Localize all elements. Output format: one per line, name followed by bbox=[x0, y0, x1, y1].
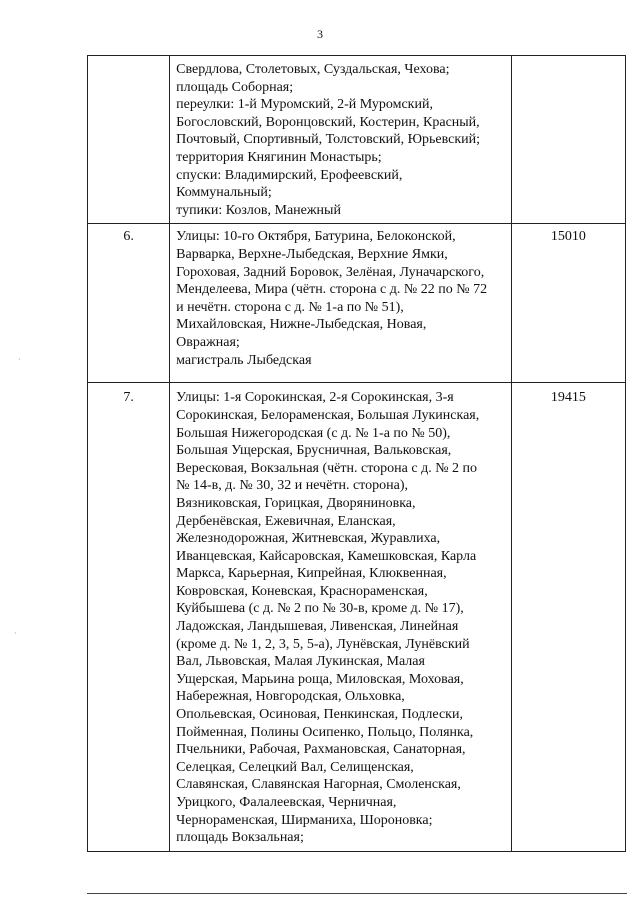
street-list-line: Славянская, Славянская Нагорная, Смоленская, bbox=[176, 777, 461, 793]
street-list-line: Урицкого, Фалалеевская, Черничная, bbox=[176, 795, 397, 810]
address-table bbox=[87, 55, 626, 852]
street-list-line: Опольевская, Осиновая, Пенкинская, Подлески, bbox=[176, 707, 463, 723]
street-list-line: Овражная; bbox=[176, 334, 240, 350]
street-list-line: Куйбышева (с д. № 2 по № 30-в, кроме д. № 17), bbox=[176, 601, 464, 617]
street-list-line: (кроме д. № 1, 2, 3, 5, 5-а), Лунёвская, Лунёвский bbox=[176, 636, 470, 652]
street-list bbox=[170, 56, 512, 224]
street-list-line: Железнодорожная, Житневская, Журавлиха, bbox=[176, 531, 441, 547]
street-list-line: Гороховая, Задний Боровок, Зелёная, Луначарского, bbox=[176, 264, 485, 280]
row-code: 15010 bbox=[511, 224, 625, 383]
page-bottom-rule bbox=[87, 893, 627, 894]
street-list-line: и нечётн. сторона с д. № 1-а по № 51), bbox=[176, 299, 404, 315]
scan-speck: · bbox=[14, 629, 17, 638]
street-list-line: Дербенёвская, Ежевичная, Еланская, bbox=[176, 513, 396, 529]
street-list-line: Пчельники, Рабочая, Рахмановская, Санаторная, bbox=[176, 742, 466, 758]
row-number: 7. bbox=[88, 383, 170, 851]
table-row bbox=[88, 224, 626, 383]
row-code bbox=[511, 56, 625, 224]
street-list bbox=[170, 224, 512, 383]
table-row bbox=[88, 383, 626, 851]
street-list-line: Большая Нижегородская (с д. № 1-а по № 50), bbox=[176, 425, 451, 441]
street-list-line: Селецкая, Селецкий Вал, Селищенская, bbox=[176, 759, 414, 775]
table-body bbox=[88, 56, 626, 852]
street-list-line: Ущерская, Марьина роща, Миловская, Моховая, bbox=[176, 671, 464, 687]
street-list-line: спуски: Владимирский, Ерофеевский, bbox=[176, 167, 403, 183]
street-list-line: Иванцевская, Кайсаровская, Камешковская, Карла bbox=[176, 548, 477, 564]
street-list-line: площадь Соборная; bbox=[176, 79, 294, 95]
street-list-line: Вересковая, Вокзальная (чётн. сторона с д. № 2 по bbox=[176, 460, 478, 476]
row-number: 6. bbox=[88, 224, 170, 383]
street-list-line: Большая Ущерская, Брусничная, Вальковская, bbox=[176, 443, 452, 459]
street-list-line: Коммунальный; bbox=[176, 185, 272, 201]
street-list-line: Ладожская, Ландышевая, Ливенская, Линейная bbox=[176, 619, 459, 635]
street-list-line: Вал, Львовская, Малая Лукинская, Малая bbox=[176, 654, 425, 670]
street-list-line: Богословский, Воронцовский, Костерин, Красный, bbox=[176, 114, 480, 130]
table-row bbox=[88, 56, 626, 224]
street-list-line: Набережная, Новгородская, Ольховка, bbox=[176, 689, 405, 705]
street-list-line: Маркса, Карьерная, Кипрейная, Клюквенная, bbox=[176, 566, 447, 582]
row-code: 19415 bbox=[511, 383, 625, 851]
street-list-line: Варварка, Верхне-Лыбедская, Верхние Ямки, bbox=[176, 246, 448, 262]
street-list-line: Менделеева, Мира (чётн. сторона с д. № 22 по № 72 bbox=[176, 282, 488, 298]
street-list-line: переулки: 1-й Муромский, 2-й Муромский, bbox=[176, 97, 433, 113]
page-number: 3 bbox=[317, 27, 323, 41]
street-list-line: Сорокинская, Белораменская, Большая Лукинская, bbox=[176, 407, 480, 423]
street-list bbox=[170, 383, 512, 851]
street-list-line: площадь Вокзальная; bbox=[176, 830, 304, 846]
row-number bbox=[88, 56, 170, 224]
street-list-line: № 14-в, д. № 30, 32 и нечётн. сторона), bbox=[176, 478, 408, 494]
street-list-line: Пойменная, Полины Осипенко, Польцо, Полянка, bbox=[176, 724, 474, 740]
street-list-line: Улицы: 10-го Октября, Батурина, Белоконской, bbox=[176, 229, 456, 245]
street-list-line: Чернораменская, Ширманиха, Шороновка; bbox=[176, 812, 433, 828]
street-list-line: Почтовый, Спортивный, Толстовский, Юрьевский; bbox=[176, 132, 481, 148]
street-list-line: Улицы: 1-я Сорокинская, 2-я Сорокинская, 3-я bbox=[176, 390, 454, 406]
street-list-line: Свердлова, Столетовых, Суздальская, Чехова; bbox=[176, 62, 450, 77]
street-list-line: Михайловская, Нижне-Лыбедская, Новая, bbox=[176, 317, 427, 333]
street-list-line: территория Княгинин Монастырь; bbox=[176, 149, 382, 165]
street-list-line: тупики: Козлов, Манежный bbox=[176, 202, 341, 218]
scan-speck: · bbox=[18, 355, 21, 364]
street-list-line: Ковровская, Коневская, Краснораменская, bbox=[176, 583, 428, 599]
street-list-line: магистраль Лыбедская bbox=[176, 352, 312, 368]
street-list-line: Вязниковская, Горицкая, Дворяниновка, bbox=[176, 495, 416, 511]
